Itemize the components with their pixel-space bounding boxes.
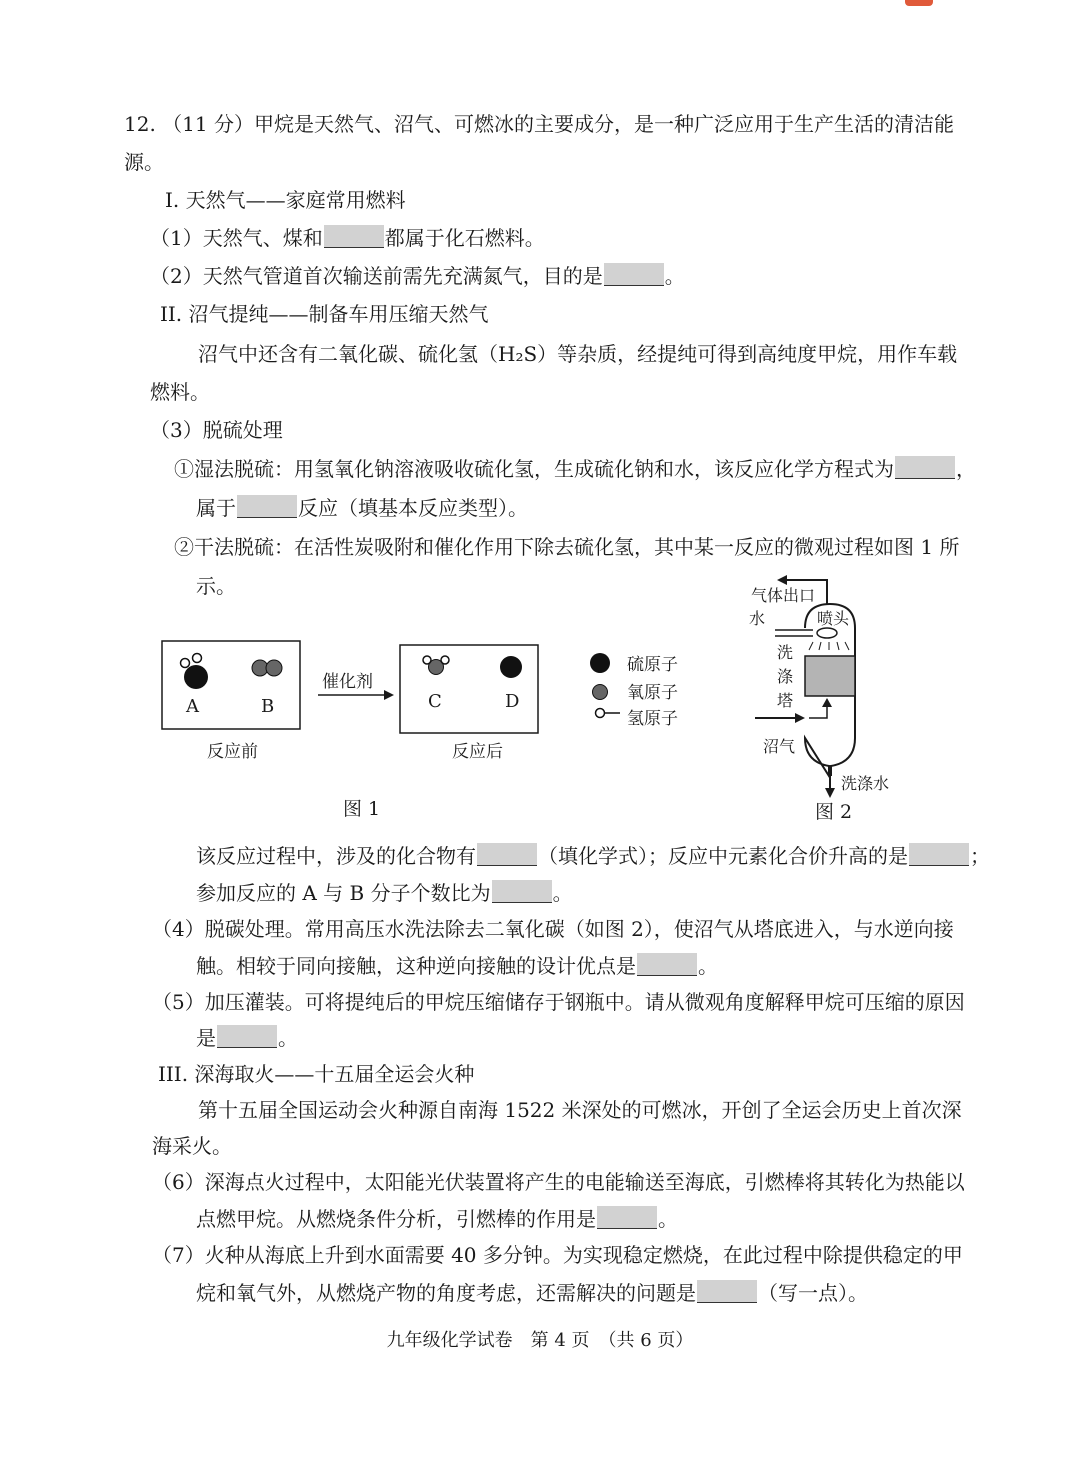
fig1-question-1: 该反应过程中，涉及的化合物有 （填化学式）；反应中元素化合价升高的是 ； [196, 844, 990, 868]
tower-char-1: 洗 [777, 643, 794, 662]
q3-dry-1: ②干法脱硫：在活性炭吸附和催化作用下除去硫化氢，其中某一反应的微观过程如图 1 所 [174, 535, 960, 559]
molecule-a [181, 654, 209, 690]
q6-cont: 点燃甲烷。从燃烧条件分析，引燃棒的作用是 。 [196, 1207, 678, 1231]
q7-cont: 烷和氧气外，从燃烧产物的角度考虑，还需解决的问题是 （写一点）。 [196, 1281, 868, 1305]
fig1-question-2: 参加反应的 A 与 B 分子个数比为 。 [196, 881, 573, 905]
q2: （2）天然气管道首次输送前需先充满氮气，目的是 。 [150, 264, 685, 288]
section-3-intro: 第十五届全国运动会火种源自南海 1522 米深处的可燃冰，开创了全运会历史上首次深 [198, 1098, 962, 1122]
label-d: D [505, 691, 520, 712]
label-a: A [186, 696, 199, 717]
molecule-d [500, 656, 522, 678]
reaction-arrowhead [384, 690, 394, 700]
molecule-c [423, 656, 449, 675]
q6-blank[interactable] [597, 1206, 657, 1229]
gas-outlet-arrow [777, 575, 787, 585]
wash-water-arrow [825, 788, 835, 798]
tower-char-2: 涤 [777, 667, 794, 686]
gas-up-arrow [822, 698, 832, 707]
q1: （1）天然气、煤和 都属于化石燃料。 [150, 226, 545, 250]
biogas-label: 沼气 [763, 737, 796, 756]
nozzle-label: 喷头 [817, 609, 850, 628]
q6: （6）深海点火过程中，太阳能光伏装置将产生的电能输送至海底，引燃棒将其转化为热能以 [152, 1170, 965, 1194]
before-box [162, 641, 300, 729]
section-2-intro: 沼气中还含有二氧化碳、硫化氢（H₂S）等杂质，经提纯可得到高纯度甲烷，用作车载 [198, 342, 958, 366]
section-1-title: I. 天然气——家庭常用燃料 [165, 188, 406, 212]
section-2-intro-cont: 燃料。 [150, 380, 210, 404]
compounds-blank[interactable] [477, 843, 537, 866]
q5-cont: 是 。 [196, 1026, 298, 1050]
legend-hydrogen: 氢原子 [627, 709, 678, 729]
q3-equation-blank[interactable] [895, 456, 955, 479]
label-c: C [428, 691, 442, 712]
section-2-title: II. 沼气提纯——制备车用压缩天然气 [160, 302, 489, 326]
ratio-blank[interactable] [492, 880, 552, 903]
legend-sulfur: 硫原子 [627, 655, 678, 675]
section-3-intro-cont: 海采火。 [152, 1134, 232, 1158]
q4-blank[interactable] [637, 953, 697, 976]
catalyst-label: 催化剂 [322, 672, 373, 692]
legend-oxygen: 氧原子 [627, 683, 678, 703]
wash-water-label: 洗涤水 [841, 774, 890, 793]
figure-1-caption: 图 1 [343, 798, 381, 820]
figure-1 [150, 635, 710, 835]
figure-2-caption: 图 2 [815, 801, 853, 823]
corner-mark [905, 0, 933, 6]
question-header-cont: 源。 [124, 150, 164, 174]
q3-wet-2: 属于 反应（填基本反应类型）。 [196, 496, 528, 520]
label-b: B [261, 696, 275, 717]
q4: （4）脱碳处理。常用高压水洗法除去二氧化碳（如图 2），使沼气从塔底进入，与水逆向接 [152, 917, 954, 941]
water-label: 水 [749, 609, 766, 628]
after-label: 反应后 [452, 742, 503, 762]
biogas-inlet-arrow [795, 713, 805, 723]
q5: （5）加压灌装。可将提纯后的甲烷压缩储存于钢瓶中。请从微观角度解释甲烷可压缩的原因 [152, 990, 965, 1014]
q7: （7）火种从海底上升到水面需要 40 多分钟。为实现稳定燃烧，在此过程中除提供稳定的甲 [152, 1243, 963, 1267]
figure-2 [745, 570, 915, 830]
packing-layer [805, 656, 855, 696]
q7-blank[interactable] [697, 1280, 757, 1303]
question-header: 12. （11 分）甲烷是天然气、沼气、可燃冰的主要成分，是一种广泛应用于生产生活的清洁能 [124, 112, 954, 136]
q2-blank[interactable] [604, 263, 664, 286]
q3-wet-1: ①湿法脱硫：用氢氧化钠溶液吸收硫化氢，生成硫化钠和水，该反应化学方程式为 ， [174, 457, 976, 481]
q5-blank[interactable] [217, 1025, 277, 1048]
before-label: 反应前 [207, 742, 258, 762]
section-3-title: III. 深海取火——十五届全运会火种 [158, 1062, 475, 1086]
legend-sulfur-icon [590, 653, 610, 673]
q3-reaction-type-blank[interactable] [237, 495, 297, 518]
tower-char-3: 塔 [777, 691, 794, 710]
legend-hydrogen-icon [596, 709, 605, 718]
q4-cont: 触。相较于同向接触，这种逆向接触的设计优点是 。 [196, 954, 718, 978]
gas-outlet-label: 气体出口 [751, 586, 816, 605]
molecule-b [252, 660, 282, 676]
valence-rise-blank[interactable] [909, 843, 969, 866]
page-footer: 九年级化学试卷 第 4 页 （共 6 页） [386, 1330, 694, 1351]
q3-dry-2: 示。 [196, 574, 236, 598]
legend-oxygen-icon [593, 685, 608, 700]
q1-blank[interactable] [324, 225, 384, 248]
q3-title: （3）脱硫处理 [150, 418, 283, 442]
nozzle-icon [817, 628, 837, 638]
